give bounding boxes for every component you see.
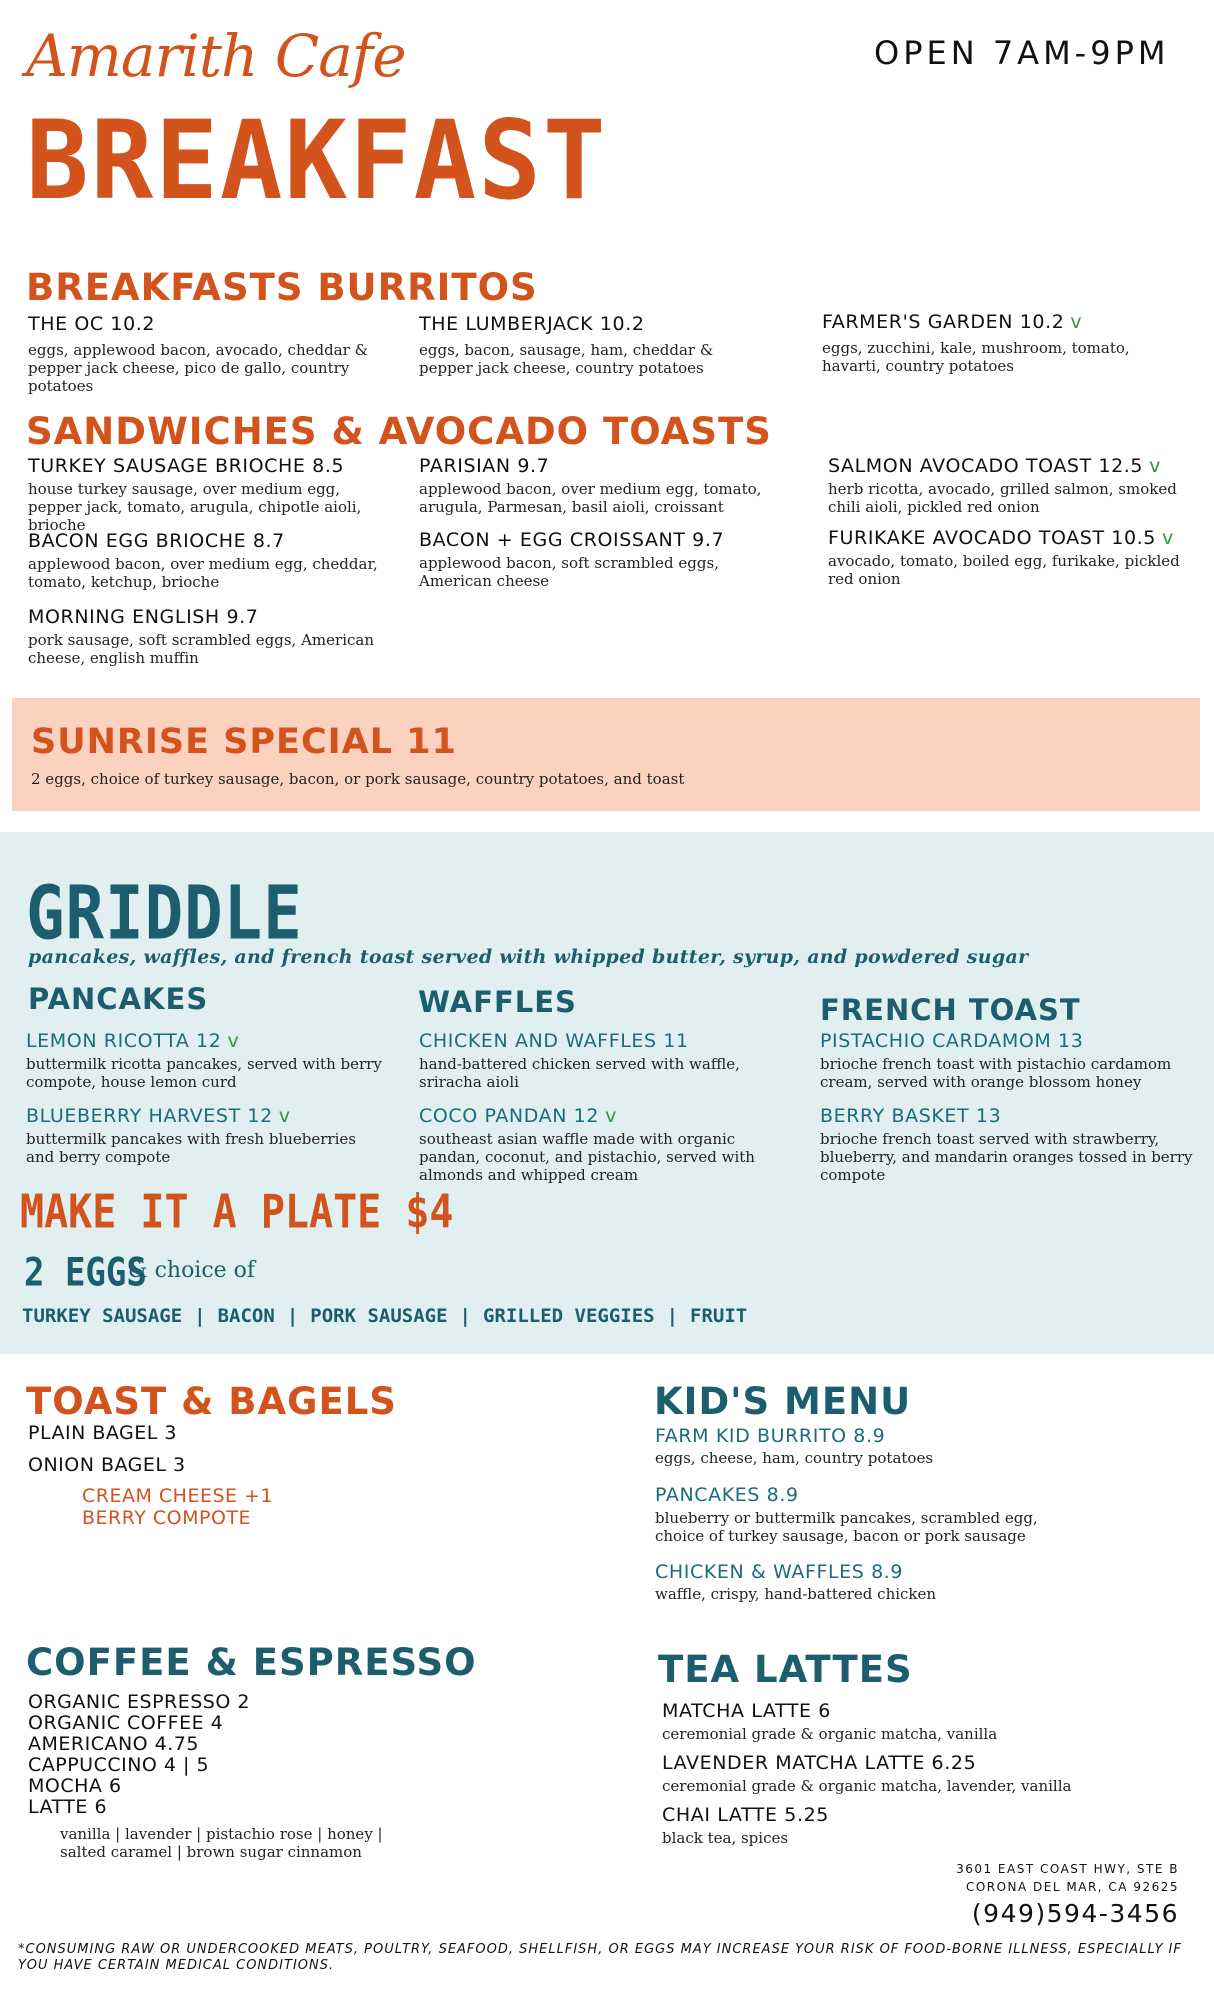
- menu-item: CAPPUCCINO 4 | 5: [28, 1754, 210, 1776]
- kids-menu-title: KID'S MENU: [654, 1380, 912, 1423]
- menu-item: [26, 1030, 386, 1091]
- item-description: applewood bacon, soft scrambled eggs, American cheese: [419, 554, 719, 590]
- menu-item: [655, 1425, 1075, 1467]
- plate-option: GRILLED VEGGIES: [483, 1305, 655, 1327]
- item-description: eggs, zucchini, kale, mushroom, tomato, havarti, country potatoes: [822, 339, 1130, 375]
- item-name: MORNING ENGLISH 9.7: [28, 606, 259, 628]
- menu-item: [28, 606, 388, 667]
- item-name: PANCAKES 8.9: [655, 1484, 799, 1506]
- menu-item: [662, 1804, 1082, 1847]
- french-toast-title: FRENCH TOAST: [820, 993, 1081, 1027]
- menu-item: [419, 529, 764, 590]
- item-name: LEMON RICOTTA 12: [26, 1030, 222, 1052]
- item-description: waffle, crispy, hand-battered chicken: [655, 1585, 937, 1603]
- menu-item: [419, 455, 764, 516]
- toast-bagels-title: TOAST & BAGELS: [26, 1380, 397, 1423]
- item-description: eggs, applewood bacon, avocado, cheddar & pepper jack cheese, pico de gallo, country potatoes: [28, 341, 368, 395]
- address-line: CORONA DEL MAR, CA 92625: [965, 1880, 1179, 1894]
- item-name: CHAI LATTE 5.25: [662, 1804, 829, 1826]
- item-name: THE LUMBERJACK 10.2: [419, 313, 645, 335]
- make-it-a-plate-title: MAKE IT A PLATE $4: [20, 1186, 454, 1239]
- plate-option: TURKEY SAUSAGE: [22, 1305, 183, 1327]
- menu-item: PLAIN BAGEL 3: [28, 1422, 177, 1444]
- pancakes-title: PANCAKES: [28, 982, 209, 1016]
- item-name: SALMON AVOCADO TOAST 12.5: [828, 455, 1144, 477]
- plate-option: BACON: [217, 1305, 275, 1327]
- menu-item: [828, 527, 1190, 588]
- menu-item: ORGANIC COFFEE 4: [28, 1712, 224, 1734]
- item-description: buttermilk ricotta pancakes, served with berry compote, house lemon curd: [26, 1055, 382, 1091]
- vegetarian-icon: v: [1070, 311, 1083, 333]
- item-description: pork sausage, soft scrambled eggs, American cheese, english muffin: [28, 631, 374, 667]
- cafe-name: Amarith Cafe: [26, 22, 406, 90]
- menu-item: [655, 1561, 1075, 1603]
- item-name: BERRY BASKET 13: [820, 1105, 1002, 1127]
- item-name: FARM KID BURRITO 8.9: [655, 1425, 886, 1447]
- item-description: house turkey sausage, over medium egg, pepper jack, tomato, arugula, chipotle aioli, brioche: [28, 480, 362, 534]
- vegetarian-icon: v: [1149, 455, 1161, 477]
- plate-option: FRUIT: [690, 1305, 748, 1327]
- item-name: THE OC 10.2: [28, 313, 156, 335]
- sandwiches-section-title: SANDWICHES & AVOCADO TOASTS: [26, 410, 772, 453]
- food-safety-disclaimer: *CONSUMING RAW OR UNDERCOOKED MEATS, POULTRY, SEAFOOD, SHELLFISH, OR EGGS MAY INCREASE YOUR RISK OF FOOD-BORNE ILLNESS, ESPECIALLY IF YOU HAVE CERTAIN MEDICAL CONDITIONS.: [18, 1942, 1182, 1973]
- item-description: applewood bacon, over medium egg, tomato, arugula, Parmesan, basil aioli, croissant: [419, 480, 762, 516]
- item-description: hand-battered chicken served with waffle, sriracha aioli: [419, 1055, 740, 1091]
- latte-flavors: vanilla | lavender | pistachio rose | honey | salted caramel | brown sugar cinnamon: [60, 1825, 383, 1861]
- item-description: blueberry or buttermilk pancakes, scrambled egg, choice of turkey sausage, bacon or pork sausage: [655, 1509, 1038, 1545]
- option-separator: |: [194, 1305, 206, 1327]
- coffee-espresso-title: COFFEE & ESPRESSO: [26, 1641, 477, 1684]
- vegetarian-icon: v: [278, 1105, 291, 1127]
- item-name: TURKEY SAUSAGE BRIOCHE 8.5: [28, 455, 345, 477]
- option-separator: |: [666, 1305, 679, 1327]
- item-name: LAVENDER MATCHA LATTE 6.25: [662, 1752, 977, 1774]
- coffee-list: [28, 1692, 250, 1818]
- item-description: black tea, spices: [662, 1829, 789, 1847]
- item-name: CHICKEN & WAFFLES 8.9: [655, 1561, 904, 1583]
- addon-item: BERRY COMPOTE: [82, 1507, 252, 1529]
- item-name: BACON + EGG CROISSANT 9.7: [419, 529, 725, 551]
- item-name: PISTACHIO CARDAMOM 13: [820, 1030, 1084, 1052]
- item-description: ceremonial grade & organic matcha, lavender, vanilla: [662, 1777, 1072, 1795]
- plate-eggs: 2 EGGS: [24, 1250, 147, 1296]
- item-description: buttermilk pancakes with fresh blueberries and berry compote: [26, 1130, 356, 1166]
- option-separator: |: [459, 1305, 471, 1327]
- item-description: herb ricotta, avocado, grilled salmon, smoked chili aioli, pickled red onion: [828, 480, 1177, 516]
- menu-item: [28, 455, 388, 534]
- menu-item: [26, 1105, 386, 1166]
- address-line: 3601 EAST COAST HWY, STE B: [956, 1862, 1179, 1876]
- item-description: brioche french toast with pistachio cardamom cream, served with orange blossom honey: [820, 1055, 1172, 1091]
- menu-item: [419, 1030, 779, 1091]
- sunrise-special-description: 2 eggs, choice of turkey sausage, bacon, or pork sausage, country potatoes, and toast: [31, 770, 685, 788]
- waffles-title: WAFFLES: [418, 985, 577, 1019]
- plate-options: [22, 1305, 747, 1327]
- menu-item: [662, 1752, 1102, 1795]
- menu-item: MOCHA 6: [28, 1775, 122, 1797]
- menu-item: [820, 1030, 1190, 1091]
- item-name: CHICKEN AND WAFFLES 11: [419, 1030, 689, 1052]
- item-description: brioche french toast served with strawberry, blueberry, and mandarin oranges tossed in berry compote: [820, 1130, 1193, 1184]
- item-description: applewood bacon, over medium egg, cheddar, tomato, ketchup, brioche: [28, 555, 378, 591]
- item-description: eggs, cheese, ham, country potatoes: [655, 1449, 934, 1467]
- item-description: southeast asian waffle made with organic pandan, coconut, and pistachio, served with almonds and whipped cream: [419, 1130, 755, 1184]
- menu-item: [820, 1105, 1195, 1184]
- item-name: BLUEBERRY HARVEST 12: [26, 1105, 273, 1127]
- menu-item: [828, 455, 1188, 516]
- item-name: PARISIAN 9.7: [419, 455, 550, 477]
- menu-item: [28, 313, 408, 395]
- item-name: MATCHA LATTE 6: [662, 1700, 831, 1722]
- option-separator: |: [286, 1305, 299, 1327]
- item-name: FURIKAKE AVOCADO TOAST 10.5: [828, 527, 1156, 549]
- menu-item: [28, 530, 388, 591]
- menu-item: [419, 1105, 789, 1184]
- burritos-section-title: BREAKFASTS BURRITOS: [26, 266, 538, 309]
- griddle-note: pancakes, waffles, and french toast served with whipped butter, syrup, and powdered sugar: [28, 946, 1029, 968]
- vegetarian-icon: v: [605, 1105, 617, 1127]
- menu-item: [419, 313, 764, 377]
- plate-choice-label: & choice of: [128, 1258, 256, 1283]
- item-name: FARMER'S GARDEN 10.2: [822, 311, 1065, 333]
- menu-item: [662, 1700, 1082, 1743]
- menu-item: ORGANIC ESPRESSO 2: [28, 1691, 250, 1713]
- item-description: ceremonial grade & organic matcha, vanilla: [662, 1725, 998, 1743]
- menu-item: LATTE 6: [28, 1796, 108, 1818]
- tea-lattes-title: TEA LATTES: [658, 1648, 913, 1691]
- item-name: BACON EGG BRIOCHE 8.7: [28, 530, 285, 552]
- phone-number: (949)594-3456: [971, 1899, 1179, 1928]
- sunrise-special-title: SUNRISE SPECIAL 11: [31, 722, 457, 762]
- griddle-title: GRIDDLE: [26, 872, 303, 958]
- address: [956, 1860, 1179, 1896]
- sunrise-special-box: [12, 698, 1200, 811]
- vegetarian-icon: v: [227, 1030, 240, 1052]
- menu-item: [822, 311, 1192, 375]
- item-description: eggs, bacon, sausage, ham, cheddar & pepper jack cheese, country potatoes: [419, 341, 714, 377]
- vegetarian-icon: v: [1162, 527, 1174, 549]
- menu-item: [655, 1484, 1055, 1545]
- opening-hours: OPEN 7AM-9PM: [874, 34, 1170, 72]
- menu-title: BREAKFAST: [26, 96, 608, 225]
- item-description: avocado, tomato, boiled egg, furikake, pickled red onion: [828, 552, 1180, 588]
- menu-item: ONION BAGEL 3: [28, 1454, 186, 1476]
- addon-item: CREAM CHEESE +1: [82, 1485, 274, 1507]
- plate-option: PORK SAUSAGE: [310, 1305, 448, 1327]
- item-name: COCO PANDAN 12: [419, 1105, 600, 1127]
- menu-item: AMERICANO 4.75: [28, 1733, 199, 1755]
